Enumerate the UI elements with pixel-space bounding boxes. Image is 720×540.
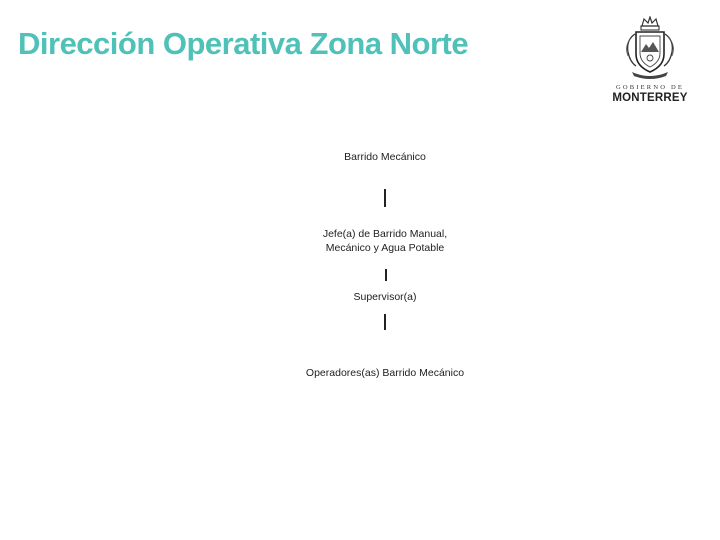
org-node-supervisor	[235, 290, 535, 304]
org-node-label: Supervisor(a)	[353, 291, 417, 303]
coat-of-arms-icon	[622, 16, 678, 82]
logo	[608, 16, 690, 106]
org-node-jefe	[235, 227, 535, 255]
org-node-label: Jefe(a) de Barrido Manual,	[322, 228, 448, 240]
connector-line	[384, 189, 386, 207]
logo-city-text: MONTERREY	[612, 92, 688, 104]
page-title: Dirección Operativa Zona Norte	[18, 26, 469, 61]
org-node-barrido-mecanico	[235, 150, 535, 164]
org-node-label: Barrido Mecánico	[344, 151, 426, 163]
logo-government-text: GOBIERNO DE	[615, 84, 685, 91]
connector-line	[384, 314, 386, 330]
connector-line	[385, 269, 387, 281]
org-node-label-line2: Mecánico y Agua Potable	[325, 242, 445, 254]
org-node-operadores	[235, 366, 535, 380]
org-node-label: Operadores(as) Barrido Mecánico	[305, 367, 465, 379]
